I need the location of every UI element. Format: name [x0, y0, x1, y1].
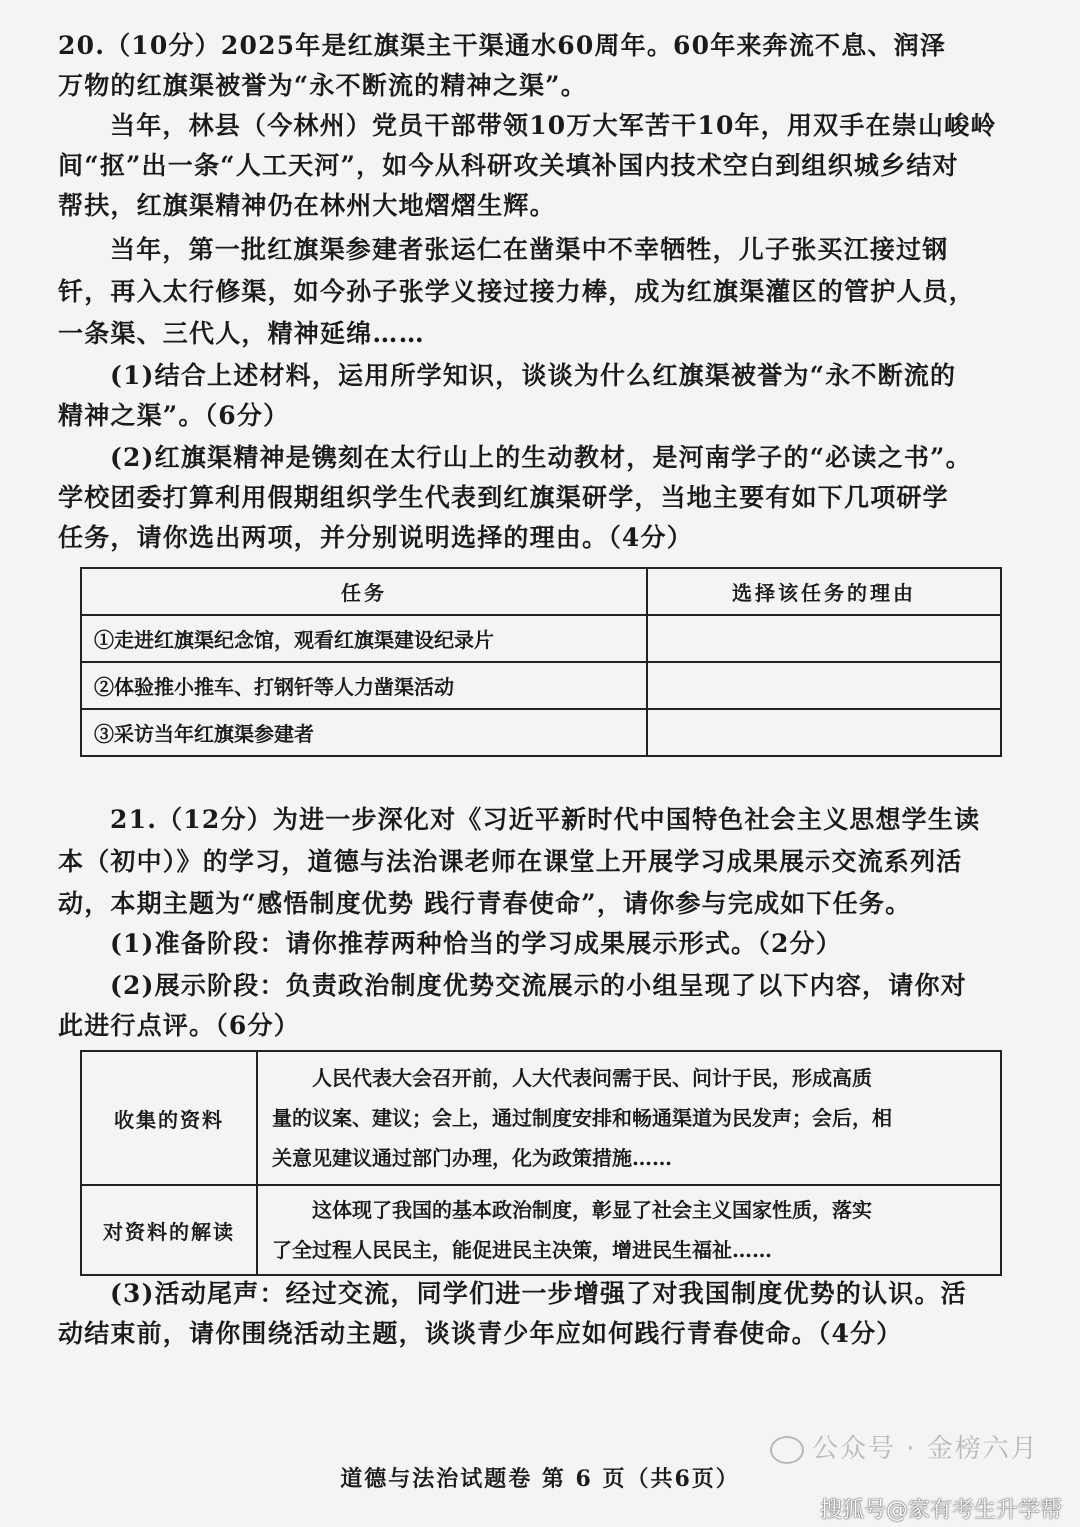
q21-sub3-line-2: 动结束前，请你围绕活动主题，谈谈青少年应如何践行青春使命。（4分）: [58, 1319, 903, 1348]
collected-material-text-1: 人民代表大会召开前，人大代表问需于民、问计于民，形成高质: [312, 1066, 872, 1090]
q21-sub2-line-1: (2)展示阶段：负责政治制度优势交流展示的小组呈现了以下内容，请你对: [110, 971, 967, 1000]
q21-sub2-line-2: 此进行点评。（6分）: [58, 1011, 300, 1040]
q21-sub1: (1)准备阶段：请你推荐两种恰当的学习成果展示形式。（2分）: [110, 929, 842, 958]
interpretation-text: [257, 1185, 1001, 1275]
task-table: [80, 567, 1002, 757]
q20-line-1: 20.（10分）2025年是红旗渠主干渠通水60周年。60年来奔流不息、润泽: [58, 31, 947, 60]
task-row-1: ①走进红旗渠纪念馆，观看红旗渠建设纪录片: [81, 615, 647, 662]
task-row-3: ③采访当年红旗渠参建者: [81, 709, 647, 756]
q20-sub1-line-1: (1)结合上述材料，运用所学知识，谈谈为什么红旗渠被誉为“永不断流的: [110, 361, 957, 390]
q21-line-2: 本（初中）》的学习，道德与法治课老师在课堂上开展学习成果展示交流系列活: [58, 847, 963, 876]
q20-sub2-line-3: 任务，请你选出两项，并分别说明选择的理由。（4分）: [58, 523, 693, 552]
reason-cell-3[interactable]: [647, 709, 1001, 756]
sohu-watermark: 搜狐号@家有考生升学帮: [820, 1498, 1063, 1523]
collected-material-text-2: 量的议案、建议；会上，通过制度安排和畅通渠道为民发声；会后，相: [272, 1106, 892, 1130]
collected-material-label: 收集的资料: [81, 1051, 257, 1185]
task-row-2: ②体验推小推车、打钢钎等人力凿渠活动: [81, 662, 647, 709]
wechat-logo-icon: [770, 1436, 804, 1464]
interpretation-label: 对资料的解读: [81, 1185, 257, 1275]
reason-cell-1[interactable]: [647, 615, 1001, 662]
q21-sub3-line-1: (3)活动尾声：经过交流，同学们进一步增强了对我国制度优势的认识。活: [110, 1279, 967, 1308]
q20-sub2-line-2: 学校团委打算利用假期组织学生代表到红旗渠研学，当地主要有如下几项研学: [58, 483, 949, 512]
page-footer: 道德与法治试题卷 第 6 页（共6页）: [340, 1466, 740, 1492]
task-header: 任务: [81, 568, 647, 615]
q20-line-5: 帮扶，红旗渠精神仍在林州大地熠熠生辉。: [58, 191, 556, 220]
q20-line-3: 当年，林县（今林州）党员干部带领10万大军苦干10年，用双手在崇山峻岭: [110, 111, 997, 140]
q20-sub1-line-2: 精神之渠”。（6分）: [58, 401, 290, 430]
collected-material-text-3: 关意见建议通过部门办理，化为政策措施……: [272, 1146, 672, 1170]
interpretation-text-1: 这体现了我国的基本政治制度，彰显了社会主义国家性质，落实: [312, 1198, 872, 1222]
interpretation-text-2: 了全过程人民民主，能促进民主决策，增进民生福祉……: [272, 1238, 772, 1262]
q20-line-2: 万物的红旗渠被誉为“永不断流的精神之渠”。: [58, 71, 587, 100]
q20-sub2-line-1: (2)红旗渠精神是镌刻在太行山上的生动教材，是河南学子的“必读之书”。: [110, 443, 972, 472]
wechat-watermark-text: 公众号 · 金榜六月: [812, 1434, 1039, 1464]
reason-header: 选择该任务的理由: [647, 568, 1001, 615]
q20-line-7: 钎，再入太行修渠，如今孙子张学义接过接力棒，成为红旗渠灌区的管护人员，: [58, 277, 976, 306]
q21-line-3: 动，本期主题为“感悟制度优势 践行青春使命”，请你参与完成如下任务。: [58, 889, 912, 918]
q20-line-8: 一条渠、三代人，精神延绵……: [58, 319, 425, 348]
wechat-watermark: [770, 1428, 1039, 1465]
material-table: [80, 1050, 1002, 1276]
reason-cell-2[interactable]: [647, 662, 1001, 709]
q20-line-4: 间“抠”出一条“人工天河”，如今从科研攻关填补国内技术空白到组织城乡结对: [58, 151, 959, 180]
q21-line-1: 21.（12分）为进一步深化对《习近平新时代中国特色社会主义思想学生读: [110, 805, 981, 834]
q20-line-6: 当年，第一批红旗渠参建者张运仁在凿渠中不幸牺牲，儿子张买江接过钢: [110, 235, 949, 264]
collected-material-text: [257, 1051, 1001, 1185]
